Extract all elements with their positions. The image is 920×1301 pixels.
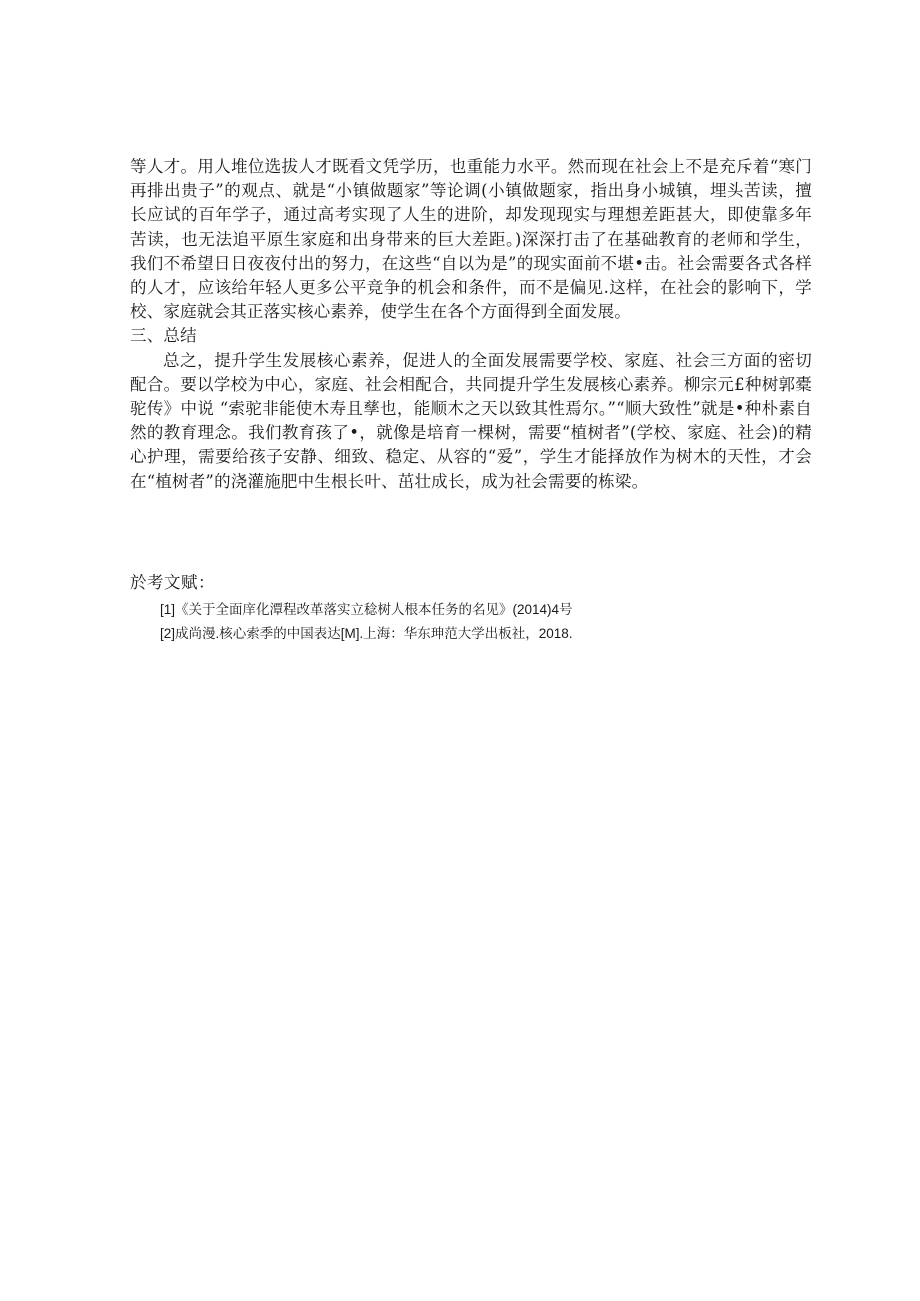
body-text [130,155,812,494]
references-list [160,598,573,646]
reference-item: [1]《关于全面庠化潭程改革落实立稔树人根本任务的名见》(2014)4号 [160,602,573,617]
reference-item: [2]成尚漫.核心索季的中国表达[M].上海：华东珅范大学出板社，2018. [160,626,573,641]
references-title: 於考文赋： [130,573,215,592]
section-heading: 三、总结 [130,326,197,346]
conclusion-paragraph: 总之，提升学生发展核心素养，促进人的全面发展需要学校、家庭、社会三方面的密切配合。要以学校为中心，家庭、社会相配合，共同提升学生发展核心素养。柳宗元£种树郭橐驼传》中说 “索驼非能使木寿且孳也，能顺木之天以致其性焉尔。”“顺大致性”就是•种朴素自然的教育理念。我们教育孩了•，就像是培育一棵树，需要“植树者”(学校、家庭、社会)的精心护理，需要给孩子安静、细致、稳定、从容的“爱”，学生才能择放作为树木的天性，才会在“植树者”的浇灌施肥中生根长叶、茁壮成长，成为社会需要的栋梁。 [130,350,812,491]
continued-paragraph: 等人才。用人堆位选拔人才既看文凭学历，也重能力水平。然而现在社会上不是充斥着“寒门再排出贵子”的观点、就是“小镇做题家”等论调(小镇做题家，指出身小城镇，埋头苦读，擅长应试的百年学子，通过高考实现了人生的进阶，却发现现实与理想差距甚大，即使靠多年苦读，也无法追平原生家庭和出身带来的巨大差距。)深深打击了在基础教育的老师和学生，我们不希望日日夜夜付出的努力，在这些“自以为是”的现实面前不堪•击。社会需要各式各样的人才，应该给年轻人更多公平竞争的机会和条件，而不是偏见.这样，在社会的影响下，学校、家庭就会其正落实核心素养，使学生在各个方面得到全面发展。 [130,157,812,322]
